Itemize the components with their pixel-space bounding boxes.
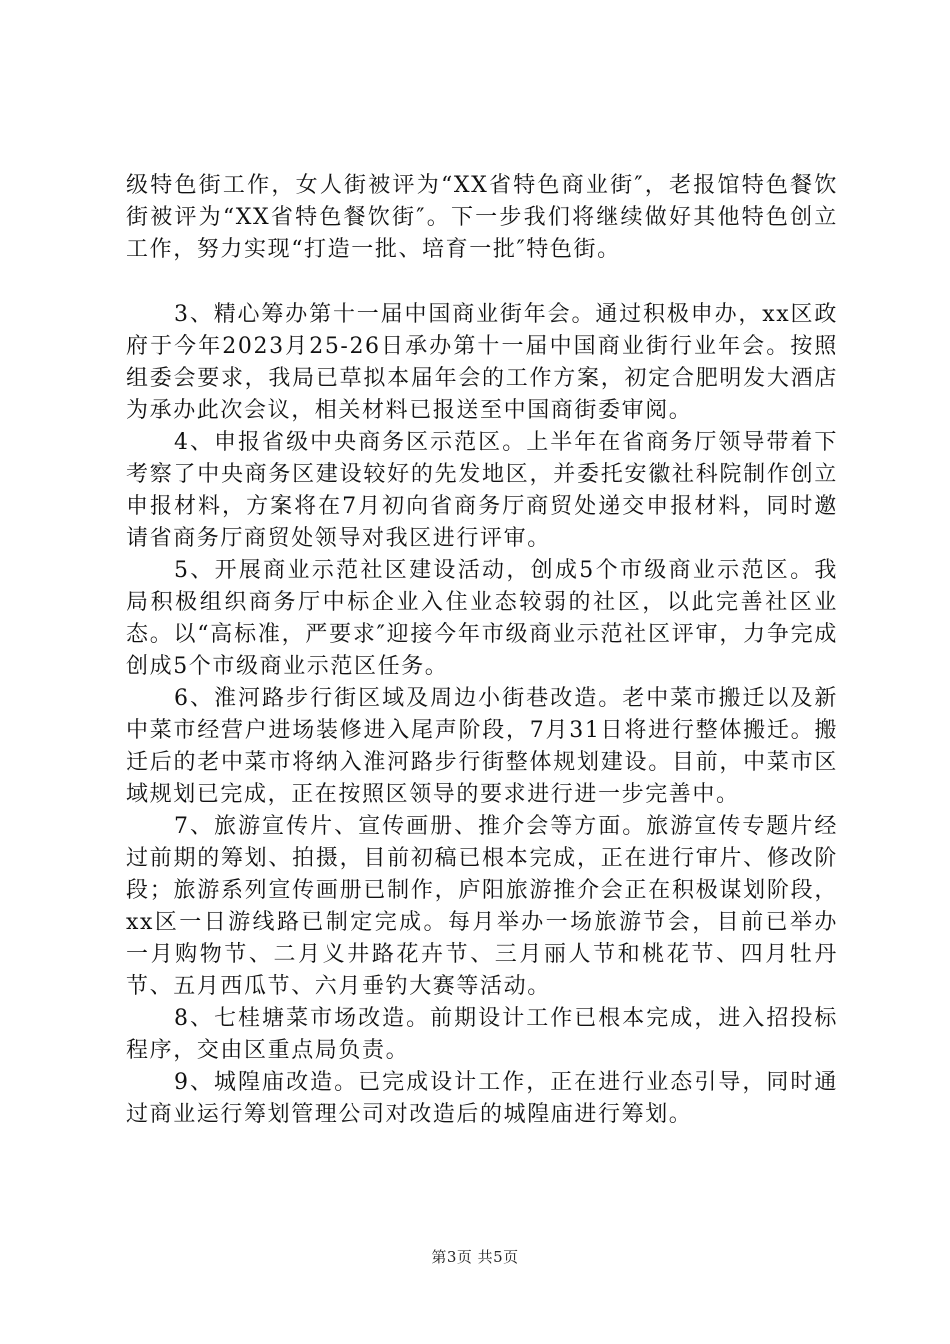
paragraph-item-7: 7、旅游宣传片、宣传画册、推介会等方面。旅游宣传专题片经过前期的筹划、拍摄，目前初稿已根本完成，正在进行审片、修改阶段；旅游系列宣传画册已制作，庐阳旅游推介会正在积极谋划阶段，xx区一日游线路已制定完成。每月举办一场旅游节会，目前已举办一月购物节、二月义井路花卉节、三月丽人节和桃花节、四月牡丹节、五月西瓜节、六月垂钓大赛等活动。	[126, 814, 838, 999]
document-body	[126, 170, 838, 1131]
paragraph-item-3: 3、精心筹办第十一届中国商业街年会。通过积极申办，xx区政府于今年2023月25-26日承办第十一届中国商业街行业年会。按照组委会要求，我局已草拟本届年会的工作方案，初定合肥明发大酒店为承办此次会议，相关材料已报送至中国商街委审阅。	[126, 302, 838, 423]
paragraph-item-4: 4、申报省级中央商务区示范区。上半年在省商务厅领导带着下考察了中央商务区建设较好的先发地区，并委托安徽社科院制作创立申报材料，方案将在7月初向省商务厅商贸处递交申报材料，同时邀请省商务厅商贸处领导对我区进行评审。	[126, 430, 838, 551]
paragraph-gap	[126, 266, 838, 299]
paragraph-item-9: 9、城隍庙改造。已完成设计工作，正在进行业态引导，同时通过商业运行筹划管理公司对改造后的城隍庙进行筹划。	[126, 1070, 838, 1127]
page-number-footer: 第3页 共5页	[431, 1248, 519, 1266]
paragraph-item-8: 8、七桂塘菜市场改造。前期设计工作已根本完成，进入招投标程序，交由区重点局负责。	[126, 1006, 838, 1063]
paragraph-continued: 级特色街工作，女人街被评为“XX省特色商业街″，老报馆特色餐饮街被评为“XX省特色餐饮街″。下一步我们将继续做好其他特色创立工作，努力实现“打造一批、培育一批″特色街。	[126, 173, 838, 262]
paragraph-item-6: 6、淮河路步行街区域及周边小街巷改造。老中菜市搬迁以及新中菜市经营户进场装修进入尾声阶段，7月31日将进行整体搬迁。搬迁后的老中菜市将纳入淮河路步行街整体规划建设。目前，中菜市区域规划已完成，正在按照区领导的要求进行进一步完善中。	[126, 686, 838, 807]
paragraph-item-5: 5、开展商业示范社区建设活动，创成5个市级商业示范区。我局积极组织商务厅中标企业入住业态较弱的社区，以此完善社区业态。以“高标准，严要求″迎接今年市级商业示范社区评审，力争完成创成5个市级商业示范区任务。	[126, 558, 838, 679]
